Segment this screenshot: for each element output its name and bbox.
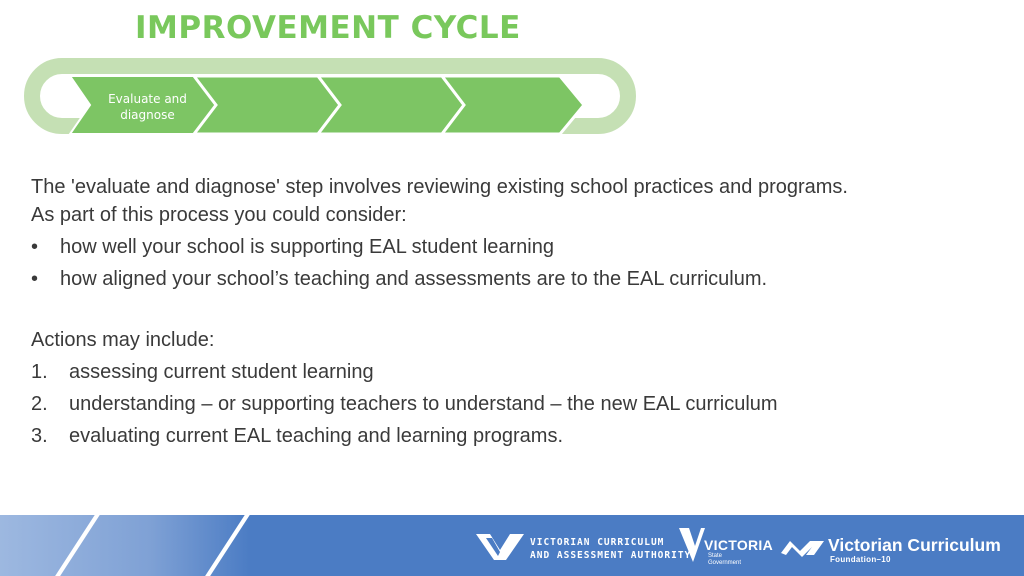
vcaa-wordmark — [530, 536, 691, 562]
actions-list — [31, 358, 991, 450]
victorian-curriculum-subtitle: Foundation–10 — [830, 555, 891, 564]
list-item-text: how well your school is supporting EAL student learning — [60, 236, 554, 258]
slide-title: IMPROVEMENT CYCLE — [135, 10, 521, 46]
list-item — [31, 358, 991, 386]
list-item — [31, 422, 991, 450]
list-item-text: assessing current student learning — [69, 361, 374, 383]
number-mark: 1. — [31, 361, 48, 383]
vcaa-line-2: AND ASSESSMENT AUTHORITY — [530, 550, 692, 561]
list-item — [31, 390, 991, 418]
list-item-text: evaluating current EAL teaching and learning programs. — [69, 425, 564, 447]
list-item-text: understanding – or supporting teachers to understand – the new EAL curriculum — [69, 393, 778, 415]
list-item — [31, 265, 991, 293]
list-item-text: how aligned your school’s teaching and assessments are to the EAL curriculum. — [60, 268, 768, 290]
number-mark: 3. — [31, 425, 48, 447]
victoria-subtitle: State Government — [708, 553, 742, 566]
actions-heading: Actions may include: — [31, 329, 215, 351]
consider-list — [31, 233, 991, 293]
bullet-mark: • — [31, 236, 39, 258]
cycle-step-4 — [442, 76, 584, 134]
intro-line-2: As part of this process you could consider: — [31, 204, 407, 226]
bullet-mark: • — [31, 268, 39, 290]
list-item — [31, 233, 991, 261]
cycle-step-3 — [318, 76, 464, 134]
victorian-curriculum-title: Victorian Curriculum — [828, 535, 1001, 555]
improvement-cycle-diagram — [0, 0, 640, 145]
footer-bar — [0, 515, 1024, 576]
number-mark: 2. — [31, 393, 48, 415]
vcaa-logo-icon — [476, 532, 526, 562]
vcaa-line-1: VICTORIAN CURRICULUM — [530, 537, 665, 548]
slide-body — [31, 173, 991, 450]
victorian-curriculum-logo-icon — [780, 537, 826, 559]
victoria-logo-icon — [679, 528, 707, 564]
victoria-wordmark: VICTORIA — [704, 537, 774, 553]
intro-line-1: The 'evaluate and diagnose' step involves reviewing existing school practices and programs. — [31, 176, 848, 198]
cycle-step-1-label: Evaluate and diagnose — [108, 92, 187, 122]
cycle-step-2 — [194, 76, 340, 134]
